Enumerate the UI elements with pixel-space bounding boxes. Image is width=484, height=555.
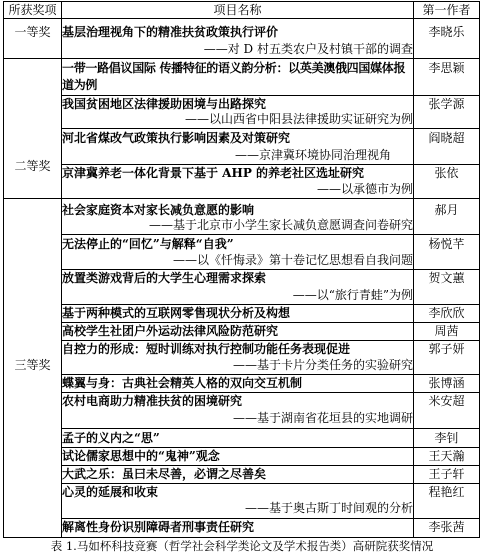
- table-row: [4, 59, 480, 96]
- author-cell: [414, 393, 480, 429]
- author-name: 张依: [434, 166, 459, 180]
- table-row: [4, 429, 480, 448]
- project-cell: [62, 375, 414, 393]
- table-row: [4, 448, 480, 466]
- author-cell: [414, 484, 480, 519]
- author-cell: [414, 199, 480, 235]
- header-author: 第一作者: [414, 2, 480, 19]
- table-row: [4, 19, 480, 59]
- table-row: [4, 466, 480, 484]
- project-title: 高校学生社团户外运动法律风险防范研究: [62, 324, 279, 338]
- project-title: 解离性身份识别障碍者刑事责任研究: [62, 520, 255, 534]
- author-cell: [414, 341, 480, 375]
- table-row: [4, 235, 480, 270]
- author-cell: [414, 429, 480, 448]
- author-cell: [414, 270, 480, 305]
- author-name: 郭子妍: [428, 342, 465, 356]
- project-cell: [62, 484, 414, 519]
- author-cell: [414, 448, 480, 466]
- project-title: 孟子的义内之“思”: [62, 431, 160, 445]
- project-title: 试论儒家思想中的“鬼神”观念: [62, 449, 220, 463]
- author-cell: [414, 466, 480, 484]
- project-cell: [62, 129, 414, 165]
- project-subtitle: ——对 D 村五类农户及村镇干部的调查: [203, 42, 413, 56]
- project-title: 京津冀养老一体化背景下基于 AHP 的养老社区选址研究: [62, 166, 365, 180]
- author-name: 张博涵: [428, 376, 465, 390]
- award-cell-third-prize: [4, 199, 62, 538]
- author-cell: [414, 129, 480, 165]
- project-subtitle: ——以《忏悔录》第十卷记忆思想看自我问题: [172, 253, 413, 267]
- project-cell: [62, 199, 414, 235]
- awards-table: [3, 1, 480, 538]
- table-row: [4, 129, 480, 165]
- project-subtitle: ——以承德市为例: [316, 182, 413, 196]
- project-title: 自控力的形成：短时训练对执行控制功能任务表现促进: [62, 342, 351, 356]
- project-cell: [62, 270, 414, 305]
- author-name: 郝月: [434, 203, 459, 217]
- table-row: [4, 393, 480, 429]
- author-name: 李钊: [434, 431, 459, 445]
- author-name: 李欣欣: [428, 306, 465, 320]
- author-name: 李思颖: [428, 61, 465, 75]
- author-name: 李晓乐: [428, 25, 465, 39]
- project-title: 放置类游戏背后的大学生心理需求探索: [62, 271, 267, 285]
- header-project: 项目名称: [62, 2, 414, 19]
- project-cell: [62, 429, 414, 448]
- project-cell: [62, 448, 414, 466]
- author-name: 阎晓超: [428, 131, 465, 145]
- author-name: 杨悦芊: [428, 237, 465, 251]
- project-cell: [62, 19, 414, 59]
- project-title: 一带一路倡议国际 传播特征的语义韵分析：以英美澳俄四国媒体报道为例: [62, 61, 406, 92]
- author-name: 周茜: [434, 324, 459, 338]
- header-row: [4, 2, 480, 19]
- award-label: 二等奖: [14, 159, 51, 173]
- project-subtitle: ——以山西省中阳县法律援助实证研究为例: [184, 112, 413, 126]
- project-title: 我国贫困地区法律援助困境与出路探究: [62, 97, 267, 111]
- table-row: [4, 484, 480, 519]
- project-subtitle: ——以“旅行青蛙”为例: [292, 288, 413, 302]
- award-cell-second-prize: [4, 59, 62, 199]
- table-row: [4, 270, 480, 305]
- author-name: 王子轩: [428, 467, 465, 481]
- author-cell: [414, 19, 480, 59]
- header-award: 所获奖项: [4, 2, 62, 19]
- project-title: 基于两种模式的互联网零售现状分析及构想: [62, 306, 291, 320]
- award-label: 三等奖: [14, 358, 51, 372]
- award-label: 一等奖: [14, 25, 51, 39]
- project-subtitle: ——基于奥古斯丁时间观的分析: [244, 501, 413, 515]
- project-cell: [62, 59, 414, 96]
- author-cell: [414, 59, 480, 96]
- author-name: 王天瀚: [428, 449, 465, 463]
- author-cell: [414, 96, 480, 129]
- author-cell: [414, 235, 480, 270]
- project-title: 蝶翼与身：古典社会精英人格的双向交互机制: [62, 376, 303, 390]
- table-body: [4, 2, 480, 538]
- project-cell: [62, 466, 414, 484]
- project-cell: [62, 393, 414, 429]
- author-cell: [414, 323, 480, 341]
- award-cell-first-prize: [4, 19, 62, 59]
- project-cell: [62, 165, 414, 199]
- table-row: [4, 323, 480, 341]
- author-name: 张学源: [428, 97, 465, 111]
- table-caption: 表 1.马如杯科技竞赛（哲学社会科学类论文及学术报告类）高研院获奖情况: [50, 539, 434, 553]
- project-subtitle: ——基于北京市小学生家长减负意愿调查问卷研究: [148, 218, 413, 232]
- project-title: 农村电商助力精准扶贫的困境研究: [62, 394, 243, 408]
- project-title: 基层治理视角下的精准扶贫政策执行评价: [62, 25, 279, 39]
- table-row: [4, 305, 480, 323]
- project-title: 心灵的延展和收束: [62, 485, 159, 499]
- author-name: 程艳红: [428, 485, 465, 499]
- author-cell: [414, 519, 480, 538]
- project-subtitle: ——京津冀环境协同治理视角: [234, 148, 391, 162]
- project-title: 河北省煤改气政策执行影响因素及对策研究: [62, 131, 291, 145]
- table-row: [4, 165, 480, 199]
- table-row: [4, 96, 480, 129]
- project-cell: [62, 519, 414, 538]
- project-cell: [62, 96, 414, 129]
- project-title: 大武之乐：虽曰未尽善，必谓之尽善矣: [62, 467, 267, 481]
- table-row: [4, 519, 480, 538]
- table-row: [4, 341, 480, 375]
- author-cell: [414, 375, 480, 393]
- author-cell: [414, 165, 480, 199]
- project-subtitle: ——基于卡片分类任务的实验研究: [232, 358, 413, 372]
- author-name: 贺文蕙: [428, 271, 465, 285]
- project-cell: [62, 235, 414, 270]
- table-row: [4, 375, 480, 393]
- project-cell: [62, 323, 414, 341]
- project-cell: [62, 341, 414, 375]
- author-name: 米安超: [428, 394, 465, 408]
- author-name: 李张茜: [428, 520, 465, 534]
- project-cell: [62, 305, 414, 323]
- project-title: 社会家庭资本对家长减负意愿的影响: [62, 203, 255, 217]
- project-subtitle: ——基于湖南省花垣县的实地调研: [232, 411, 413, 425]
- project-title: 无法停止的“回忆”与解释“自我”: [62, 237, 234, 251]
- table-row: [4, 199, 480, 235]
- author-cell: [414, 305, 480, 323]
